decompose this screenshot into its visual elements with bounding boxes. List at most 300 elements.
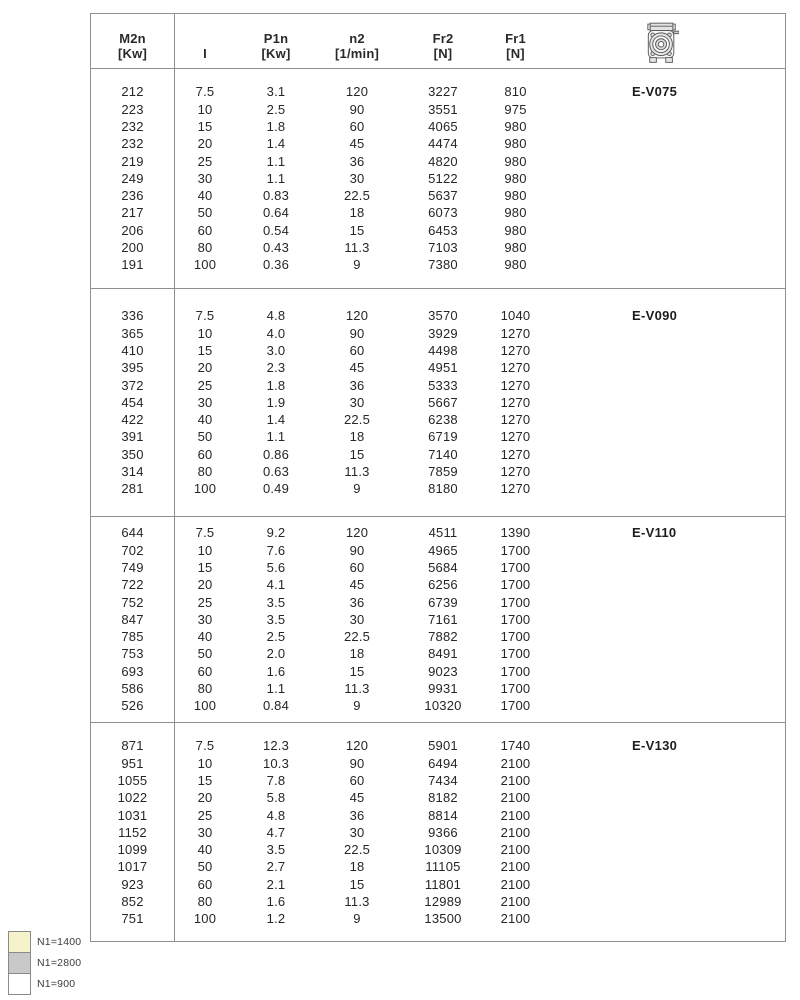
n2-value: 120: [345, 308, 369, 324]
column-header-m2n: [91, 14, 174, 68]
m2n-value: 372: [121, 377, 144, 393]
n2-value: 11.3: [344, 894, 370, 910]
fr1-value: 1040: [500, 308, 531, 324]
n2-value: 9: [353, 481, 361, 497]
n2-value: 120: [345, 525, 369, 541]
ratio-i-value: 80: [197, 894, 213, 910]
n2-value: 11.3: [344, 681, 370, 697]
fr2-value: 7161: [428, 611, 458, 627]
m2n-value: 365: [121, 325, 144, 341]
n2-value: 60: [349, 118, 365, 134]
n2-value: 15: [349, 876, 365, 892]
n2-value: 45: [349, 360, 365, 376]
ratio-i-value: 40: [197, 412, 213, 428]
n1-speed-legend: [8, 931, 81, 995]
n2-value: 90: [349, 101, 365, 117]
fr2-value: 6453: [428, 222, 458, 238]
fr2-value: 9366: [428, 824, 458, 840]
p1n-value: 2.1: [266, 876, 286, 892]
ratio-i-value: 15: [197, 118, 213, 134]
fr1-value: 2100: [500, 755, 531, 771]
fr1-value: 980: [504, 136, 527, 152]
fr1-value: 2100: [500, 894, 531, 910]
m2n-value: 219: [121, 153, 144, 169]
p1n-value: 5.6: [266, 559, 286, 575]
n2-value: 18: [349, 205, 365, 221]
fr1-value: 2100: [500, 911, 531, 927]
ratio-i-value: 60: [197, 663, 213, 679]
m2n-value: 1152: [118, 824, 147, 840]
table-row: [91, 170, 785, 187]
table-row: [91, 204, 785, 221]
fr2-value: 11801: [424, 876, 462, 892]
p1n-value: 5.8: [266, 790, 286, 806]
column-header-fr1-line2: [N]: [506, 46, 525, 61]
n2-value: 9: [353, 911, 361, 927]
fr1-value: 980: [504, 170, 527, 186]
legend-item-n1-900: [8, 973, 81, 995]
p1n-value: 3.5: [266, 842, 286, 858]
ratio-i-value: 7.5: [195, 308, 215, 324]
p1n-value: 3.1: [266, 84, 286, 100]
ratio-i-value: 20: [197, 360, 213, 376]
m2n-value: 751: [121, 911, 144, 927]
n2-value: 22.5: [343, 188, 371, 204]
fr1-value: 1270: [500, 464, 531, 480]
model-block-e-v090: [91, 289, 785, 517]
ratio-i-value: 100: [193, 698, 217, 714]
fr2-value: 10320: [424, 698, 462, 714]
ratio-i-value: 60: [197, 222, 213, 238]
table-row: [91, 524, 785, 541]
m2n-value: 702: [121, 542, 144, 558]
legend-label: N1=1400: [37, 936, 82, 948]
m2n-value: 232: [121, 136, 144, 152]
n2-value: 45: [349, 136, 365, 152]
ratio-i-value: 60: [197, 876, 213, 892]
n2-value: 18: [349, 646, 365, 662]
m2n-value: 454: [121, 394, 144, 410]
fr2-value: 7140: [428, 446, 458, 462]
table-row: [91, 824, 785, 841]
ratio-i-value: 40: [197, 842, 213, 858]
n2-value: 45: [349, 577, 365, 593]
table-header-row: [91, 14, 785, 69]
m2n-value: 847: [121, 611, 144, 627]
table-row: [91, 463, 785, 480]
n2-value: 11.3: [344, 464, 370, 480]
p1n-value: 1.1: [266, 153, 286, 169]
fr1-value: 2100: [500, 824, 531, 840]
p1n-value: 2.5: [266, 629, 286, 645]
table-row: [91, 697, 785, 714]
table-row: [91, 239, 785, 256]
fr2-value: 13500: [424, 911, 462, 927]
legend-swatch-gray: [8, 952, 31, 974]
fr1-value: 2100: [500, 807, 531, 823]
column-header-fr1: [488, 14, 543, 68]
fr2-value: 6073: [428, 205, 458, 221]
fr2-value: 6494: [428, 755, 458, 771]
table-row: [91, 772, 785, 789]
m2n-value: 526: [121, 698, 144, 714]
legend-label: N1=2800: [37, 957, 82, 969]
table-row: [91, 101, 785, 118]
ratio-i-value: 100: [193, 911, 217, 927]
fr1-value: 2100: [500, 876, 531, 892]
ratio-i-value: 10: [197, 755, 213, 771]
ratio-i-value: 25: [197, 153, 213, 169]
ratio-i-value: 50: [197, 646, 213, 662]
fr2-value: 3929: [428, 325, 458, 341]
fr1-value: 1700: [500, 611, 531, 627]
fr2-value: 4511: [428, 525, 458, 541]
column-header-fr2-line2: [N]: [433, 46, 453, 61]
m2n-value: 1099: [117, 842, 148, 858]
n2-value: 30: [349, 824, 365, 840]
model-block-e-v130: [91, 723, 785, 942]
p1n-value: 0.43: [262, 240, 290, 256]
column-header-fr2-line1: Fr2: [432, 31, 454, 46]
model-label: E-V110: [632, 525, 677, 541]
n2-value: 18: [349, 429, 365, 445]
n2-value: 30: [349, 170, 365, 186]
table-row: [91, 755, 785, 772]
fr2-value: 9931: [428, 681, 458, 697]
fr1-value: 980: [504, 153, 527, 169]
m2n-value: 749: [121, 559, 144, 575]
m2n-value: 785: [121, 629, 144, 645]
m2n-value: 281: [121, 481, 144, 497]
ratio-i-value: 80: [197, 681, 213, 697]
n2-value: 36: [349, 153, 365, 169]
p1n-value: 1.1: [266, 170, 286, 186]
fr2-value: 5667: [428, 394, 458, 410]
fr1-value: 1700: [500, 559, 531, 575]
m2n-value: 752: [121, 594, 144, 610]
fr2-value: 8180: [428, 481, 458, 497]
table-row: [91, 342, 785, 359]
fr2-value: 6719: [428, 429, 458, 445]
table-row: [91, 807, 785, 824]
n2-value: 60: [349, 559, 365, 575]
n2-value: 90: [349, 755, 365, 771]
fr2-value: 4065: [428, 118, 458, 134]
table-row: [91, 645, 785, 662]
ratio-i-value: 10: [197, 325, 213, 341]
m2n-value: 722: [121, 577, 144, 593]
fr1-value: 1700: [500, 577, 531, 593]
p1n-value: 2.0: [266, 646, 286, 662]
fr1-value: 1270: [500, 325, 531, 341]
legend-item-n1-2800: [8, 952, 81, 974]
ratio-i-value: 15: [197, 772, 213, 788]
m2n-value: 1031: [117, 807, 148, 823]
table-row: [91, 411, 785, 428]
p1n-value: 0.64: [262, 205, 290, 221]
fr1-value: 1270: [500, 360, 531, 376]
table-row: [91, 841, 785, 858]
model-label: E-V075: [632, 84, 678, 100]
n2-value: 15: [349, 222, 365, 238]
table-row: [91, 480, 785, 497]
p1n-value: 1.1: [266, 681, 286, 697]
ratio-i-value: 80: [197, 240, 213, 256]
fr1-value: 980: [504, 222, 527, 238]
fr2-value: 3227: [428, 84, 458, 100]
fr2-value: 5637: [428, 188, 458, 204]
m2n-value: 314: [121, 464, 144, 480]
column-header-n2-line2: [1/min]: [334, 46, 379, 61]
p1n-value: 0.83: [262, 188, 290, 204]
n2-value: 18: [349, 859, 365, 875]
fr1-value: 1270: [500, 377, 531, 393]
ratio-i-value: 30: [197, 394, 213, 410]
p1n-value: 0.86: [262, 446, 290, 462]
table-row: [91, 542, 785, 559]
fr2-value: 4965: [428, 542, 458, 558]
fr2-value: 12989: [424, 894, 462, 910]
legend-item-n1-1400: [8, 931, 81, 953]
fr1-value: 1270: [500, 481, 531, 497]
table-row: [91, 789, 785, 806]
n2-value: 9: [353, 698, 361, 714]
fr2-value: 11105: [425, 859, 461, 875]
fr2-value: 7380: [428, 257, 458, 273]
p1n-value: 1.9: [266, 394, 286, 410]
table-row: [91, 628, 785, 645]
m2n-value: 212: [121, 84, 144, 100]
p1n-value: 0.36: [262, 257, 290, 273]
n2-value: 22.5: [343, 412, 371, 428]
fr1-value: 975: [504, 101, 527, 117]
n2-value: 22.5: [343, 842, 371, 858]
m2n-value: 249: [121, 170, 144, 186]
fr2-value: 7103: [428, 240, 458, 256]
m2n-value: 586: [121, 681, 144, 697]
fr2-value: 5122: [428, 170, 458, 186]
ratio-i-value: 20: [197, 577, 213, 593]
ratio-i-value: 7.5: [195, 84, 215, 100]
fr2-value: 4820: [428, 153, 458, 169]
p1n-value: 0.84: [262, 698, 290, 714]
fr2-value: 7434: [428, 772, 458, 788]
table-row: [91, 394, 785, 411]
fr2-value: 4951: [428, 360, 458, 376]
table-row: [91, 858, 785, 875]
fr1-value: 1700: [500, 663, 531, 679]
table-row: [91, 893, 785, 910]
p1n-value: 2.7: [266, 859, 286, 875]
fr2-value: 7882: [428, 629, 458, 645]
p1n-value: 1.6: [266, 894, 286, 910]
table-row: [91, 135, 785, 152]
n2-value: 45: [349, 790, 365, 806]
m2n-value: 422: [121, 412, 144, 428]
fr2-value: 5684: [428, 559, 458, 575]
fr1-value: 1740: [500, 738, 531, 754]
worm-gearbox-icon: [645, 21, 679, 65]
p1n-value: 1.6: [266, 663, 286, 679]
fr1-value: 980: [504, 205, 527, 221]
m2n-value: 206: [121, 222, 144, 238]
m2n-value: 753: [121, 646, 144, 662]
fr2-value: 3570: [428, 308, 458, 324]
column-header-ratio-i-line2: I: [203, 46, 207, 61]
column-header-p1n-line1: P1n: [263, 31, 289, 46]
legend-swatch-white: [8, 973, 31, 995]
table-row: [91, 680, 785, 697]
m2n-value: 236: [121, 188, 144, 204]
model-label: E-V090: [632, 308, 678, 324]
column-header-n2-line1: n2: [349, 31, 365, 46]
n2-value: 36: [349, 377, 365, 393]
ratio-i-value: 100: [193, 481, 217, 497]
fr1-value: 980: [504, 240, 527, 256]
table-row: [91, 359, 785, 376]
fr1-value: 1390: [500, 525, 531, 541]
fr1-value: 1700: [500, 629, 531, 645]
column-divider-line: [174, 14, 175, 941]
table-row: [91, 576, 785, 593]
n2-value: 15: [349, 446, 365, 462]
table-row: [91, 377, 785, 394]
ratio-i-value: 7.5: [195, 738, 215, 754]
table-row: [91, 876, 785, 893]
n2-value: 36: [349, 807, 365, 823]
column-header-n2: [316, 14, 398, 68]
ratio-i-value: 25: [197, 594, 213, 610]
column-header-m2n-line1: M2n: [119, 31, 146, 46]
table-row: [91, 446, 785, 463]
fr1-value: 2100: [500, 772, 531, 788]
m2n-value: 391: [121, 429, 144, 445]
p1n-value: 3.5: [266, 594, 286, 610]
fr2-value: 8491: [428, 646, 458, 662]
n2-value: 11.3: [344, 240, 370, 256]
column-header-fr1-line1: Fr1: [505, 31, 526, 46]
fr1-value: 980: [504, 257, 527, 273]
fr1-value: 980: [504, 188, 527, 204]
legend-label: N1=900: [37, 978, 76, 990]
legend-swatch-yellow: [8, 931, 31, 953]
fr2-value: 6238: [428, 412, 458, 428]
table-row: [91, 256, 785, 273]
table-row: [91, 222, 785, 239]
ratio-i-value: 30: [197, 170, 213, 186]
n2-value: 60: [349, 772, 365, 788]
ratio-i-value: 15: [197, 559, 213, 575]
p1n-value: 4.1: [266, 577, 286, 593]
fr2-value: 4498: [428, 342, 458, 358]
fr1-value: 2100: [500, 859, 531, 875]
spec-table: [90, 13, 786, 942]
fr1-value: 1700: [500, 646, 531, 662]
n2-value: 60: [349, 342, 365, 358]
m2n-value: 1017: [117, 859, 148, 875]
table-row: [91, 663, 785, 680]
ratio-i-value: 25: [197, 807, 213, 823]
fr1-value: 1700: [500, 681, 531, 697]
n2-value: 90: [349, 542, 365, 558]
p1n-value: 2.5: [266, 101, 286, 117]
fr1-value: 1270: [500, 429, 531, 445]
table-row: [91, 428, 785, 445]
fr2-value: 4474: [428, 136, 458, 152]
fr2-value: 5333: [428, 377, 458, 393]
fr2-value: 8814: [428, 807, 458, 823]
table-row: [91, 594, 785, 611]
ratio-i-value: 10: [197, 101, 213, 117]
n2-value: 120: [345, 738, 369, 754]
model-block-e-v075: [91, 69, 785, 289]
fr1-value: 1270: [500, 394, 531, 410]
fr2-value: 5901: [428, 738, 458, 754]
m2n-value: 217: [121, 205, 144, 221]
column-header-ratio-i: [174, 14, 236, 68]
p1n-value: 4.8: [266, 308, 286, 324]
p1n-value: 9.2: [266, 525, 286, 541]
n2-value: 30: [349, 611, 365, 627]
m2n-value: 951: [121, 755, 144, 771]
n2-value: 22.5: [343, 629, 371, 645]
p1n-value: 3.5: [266, 611, 286, 627]
p1n-value: 0.63: [262, 464, 290, 480]
fr2-value: 6256: [428, 577, 458, 593]
p1n-value: 0.49: [262, 481, 290, 497]
n2-value: 15: [349, 663, 365, 679]
table-body: [91, 69, 785, 942]
column-header-model: [543, 14, 785, 68]
p1n-value: 1.4: [266, 412, 286, 428]
column-header-p1n: [236, 14, 316, 68]
ratio-i-value: 25: [197, 377, 213, 393]
p1n-value: 1.1: [266, 429, 286, 445]
ratio-i-value: 60: [197, 446, 213, 462]
n2-value: 9: [353, 257, 361, 273]
table-row: [91, 118, 785, 135]
p1n-value: 4.7: [266, 824, 286, 840]
m2n-value: 395: [121, 360, 144, 376]
ratio-i-value: 50: [197, 429, 213, 445]
p1n-value: 0.54: [262, 222, 290, 238]
column-header-p1n-line2: [Kw]: [261, 46, 291, 61]
table-row: [91, 153, 785, 170]
ratio-i-value: 30: [197, 611, 213, 627]
ratio-i-value: 20: [197, 790, 213, 806]
table-row: [91, 307, 785, 324]
m2n-value: 191: [121, 257, 144, 273]
ratio-i-value: 15: [197, 342, 213, 358]
fr1-value: 1270: [500, 342, 531, 358]
fr1-value: 1270: [500, 446, 531, 462]
fr1-value: 2100: [500, 842, 531, 858]
table-row: [91, 611, 785, 628]
ratio-i-value: 80: [197, 464, 213, 480]
ratio-i-value: 7.5: [195, 525, 215, 541]
p1n-value: 4.8: [266, 807, 286, 823]
ratio-i-value: 50: [197, 205, 213, 221]
m2n-value: 350: [121, 446, 144, 462]
ratio-i-value: 20: [197, 136, 213, 152]
m2n-value: 644: [121, 525, 144, 541]
m2n-value: 223: [121, 101, 144, 117]
table-row: [91, 910, 785, 927]
p1n-value: 3.0: [266, 342, 286, 358]
p1n-value: 4.0: [266, 325, 286, 341]
fr1-value: 1270: [500, 412, 531, 428]
fr1-value: 1700: [500, 594, 531, 610]
